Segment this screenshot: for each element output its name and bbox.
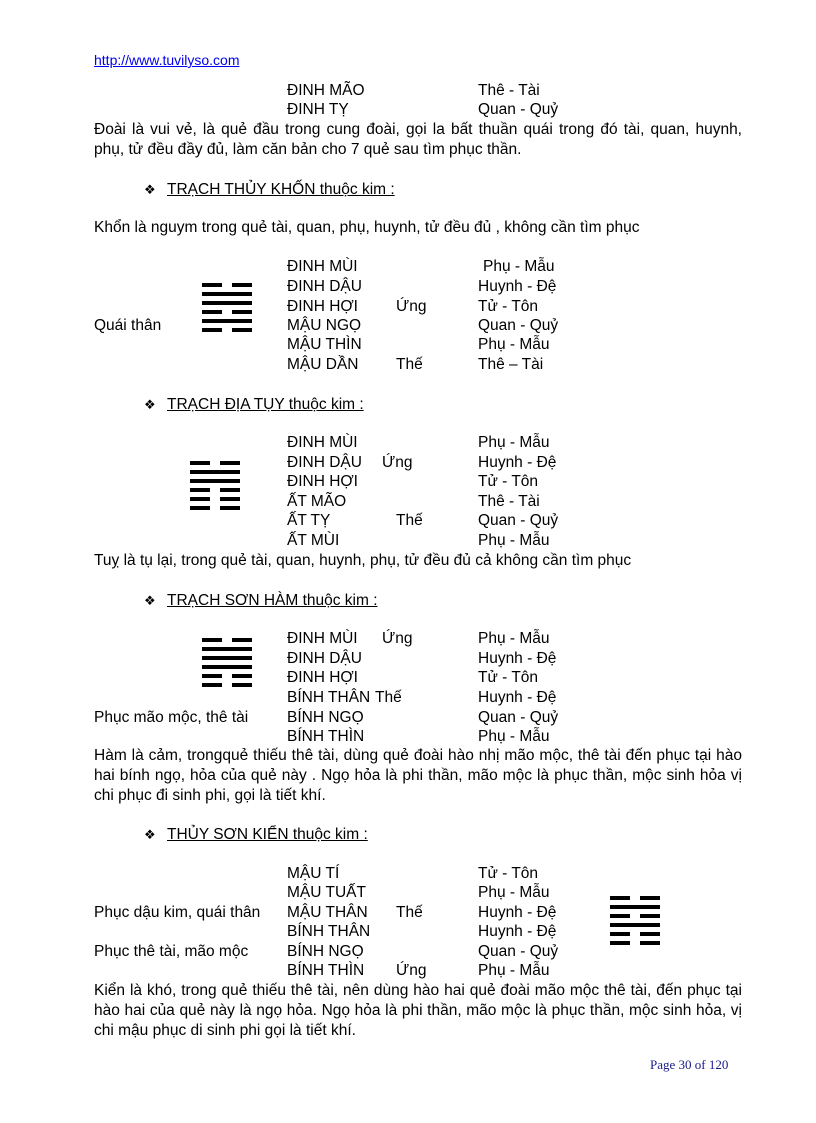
relation-cell: Quan - Quỷ xyxy=(478,943,559,960)
branch-cell: BÍNH THÂN xyxy=(287,923,371,940)
branch-cell: ẤT TỴ xyxy=(287,512,331,529)
branch-cell: MẬU NGỌ xyxy=(287,317,362,334)
branch-cell: MẬU TUẤT xyxy=(287,884,366,901)
branch-cell: ĐINH HỢI xyxy=(287,669,358,686)
mark-cell: Thế xyxy=(396,356,423,373)
bullet-icon: ❖ xyxy=(144,827,156,842)
relation-cell: Huynh - Đệ xyxy=(478,454,557,471)
mark-cell: Ứng xyxy=(396,962,427,979)
mark-cell: Ứng xyxy=(382,454,413,471)
relation-cell: Thê - Tài xyxy=(478,82,540,99)
relation-cell: Quan - Quỷ xyxy=(478,709,559,726)
branch-cell: MẬU DẦN xyxy=(287,356,359,373)
relation-cell: Tử - Tôn xyxy=(478,865,539,882)
side-label: Quái thân xyxy=(94,317,162,334)
mark-cell: Thế xyxy=(375,689,402,706)
page-number: Page 30 of 120 xyxy=(650,1057,729,1072)
branch-cell: ẤT MÃO xyxy=(287,493,347,510)
hexagram-icon xyxy=(202,283,252,333)
branch-cell: MẬU THÂN xyxy=(287,904,368,921)
relation-cell: Tử - Tôn xyxy=(478,473,539,490)
relation-cell: Huynh - Đệ xyxy=(478,278,557,295)
relation-cell: Thê - Tài xyxy=(478,493,540,510)
relation-cell: Quan - Quỷ xyxy=(478,512,559,529)
section-paragraph: Hàm là cảm, trongquẻ thiếu thê tài, dùng quẻ đoài hào nhị mão mộc, thê tài đến phục tại hào hai bính ngọ, hỏa của quẻ này . Ngọ hỏa là phi thần, mão mộc là phục thần, mộc sinh hỏa vị chi phục đi sinh phi, gọi là tiết khí. xyxy=(94,747,742,804)
mark-cell: Ứng xyxy=(396,298,427,315)
relation-cell: Huynh - Đệ xyxy=(478,650,557,667)
relation-cell: Huynh - Đệ xyxy=(478,923,557,940)
branch-cell: ĐINH TỴ xyxy=(287,101,349,118)
hexagram-icon xyxy=(190,461,240,511)
branch-cell: BÍNH THÌN xyxy=(287,728,365,745)
relation-cell: Phụ - Mẫu xyxy=(483,258,555,275)
side-label: Phục thê tài, mão mộc xyxy=(94,943,249,960)
bullet-icon: ❖ xyxy=(144,593,156,608)
relation-cell: Tử - Tôn xyxy=(478,669,539,686)
branch-cell: BÍNH NGỌ xyxy=(287,709,364,726)
branch-cell: ẤT MÙI xyxy=(287,532,340,549)
branch-cell: MẬU THÌN xyxy=(287,336,362,353)
mark-cell: Thế xyxy=(396,512,423,529)
branch-cell: ĐINH DẬU xyxy=(287,650,362,667)
branch-cell: ĐINH MÙI xyxy=(287,434,358,451)
branch-cell: BÍNH THÂN xyxy=(287,689,371,706)
side-label: Phục mão mộc, thê tài xyxy=(94,709,249,726)
section-heading: TRẠCH SƠN HÀM thuộc kim : xyxy=(167,592,378,609)
hexagram-icon xyxy=(610,896,660,946)
relation-cell: Phụ - Mẫu xyxy=(478,728,550,745)
bullet-icon: ❖ xyxy=(144,182,156,197)
branch-cell: ĐINH DẬU xyxy=(287,278,362,295)
relation-cell: Phụ - Mẫu xyxy=(478,630,550,647)
mark-cell: Thế xyxy=(396,904,423,921)
section-heading: THỦY SƠN KIỂN thuộc kim : xyxy=(167,826,368,843)
branch-cell: MẬU TÍ xyxy=(287,865,340,882)
relation-cell: Phụ - Mẫu xyxy=(478,434,550,451)
relation-cell: Quan - Quỷ xyxy=(478,317,559,334)
relation-cell: Phụ - Mẫu xyxy=(478,884,550,901)
relation-cell: Quan - Quỷ xyxy=(478,101,559,118)
section-paragraph: Kiển là khó, trong quẻ thiếu thê tài, nên dùng hào hai quẻ đoài mão mộc thê tài, đến phục tại hào hai của quẻ này là ngọ hỏa. Ngọ hỏa là phi thần, mão mộc là phục thần, mộc sinh hỏa, vị chi mậu phục di sinh phi gọi là tiết khí. xyxy=(94,982,742,1039)
relation-cell: Huynh - Đệ xyxy=(478,904,557,921)
relation-cell: Tử - Tôn xyxy=(478,298,539,315)
section-intro: Khổn là nguym trong quẻ tài, quan, phụ, huynh, tử đều đủ , không cần tìm phục xyxy=(94,219,640,236)
section-heading: TRẠCH THỦY KHỐN thuộc kim : xyxy=(167,181,395,198)
branch-cell: BÍNH NGỌ xyxy=(287,943,364,960)
section-paragraph: Tuỵ là tụ lại, trong quẻ tài, quan, huynh, phụ, tử đều đủ cả không cần tìm phục xyxy=(94,552,632,569)
branch-cell: ĐINH MÃO xyxy=(287,82,365,99)
branch-cell: ĐINH MÙI xyxy=(287,258,358,275)
relation-cell: Phụ - Mẫu xyxy=(478,532,550,549)
bullet-icon: ❖ xyxy=(144,397,156,412)
side-label: Phục dậu kim, quái thân xyxy=(94,904,261,921)
mark-cell: Ứng xyxy=(382,630,413,647)
relation-cell: Phụ - Mẫu xyxy=(478,336,550,353)
branch-cell: ĐINH HỢI xyxy=(287,298,358,315)
branch-cell: ĐINH HỢI xyxy=(287,473,358,490)
website-link[interactable]: http://www.tuvilyso.com xyxy=(94,52,240,68)
branch-cell: ĐINH MÙI xyxy=(287,630,358,647)
section-heading: TRẠCH ĐỊA TỤY thuộc kim : xyxy=(167,396,364,413)
intro-paragraph: Đoài là vui vẻ, là quẻ đầu trong cung đoài, gọi la bất thuần quái trong đó tài, quan, huynh, phụ, tử đều đầy đủ, làm căn bản cho 7 quẻ sau tìm phục thần. xyxy=(94,121,742,158)
relation-cell: Phụ - Mẫu xyxy=(478,962,550,979)
relation-cell: Thê – Tài xyxy=(478,356,544,373)
hexagram-icon xyxy=(202,638,252,688)
relation-cell: Huynh - Đệ xyxy=(478,689,557,706)
branch-cell: BÍNH THÌN xyxy=(287,962,365,979)
branch-cell: ĐINH DẬU xyxy=(287,454,362,471)
